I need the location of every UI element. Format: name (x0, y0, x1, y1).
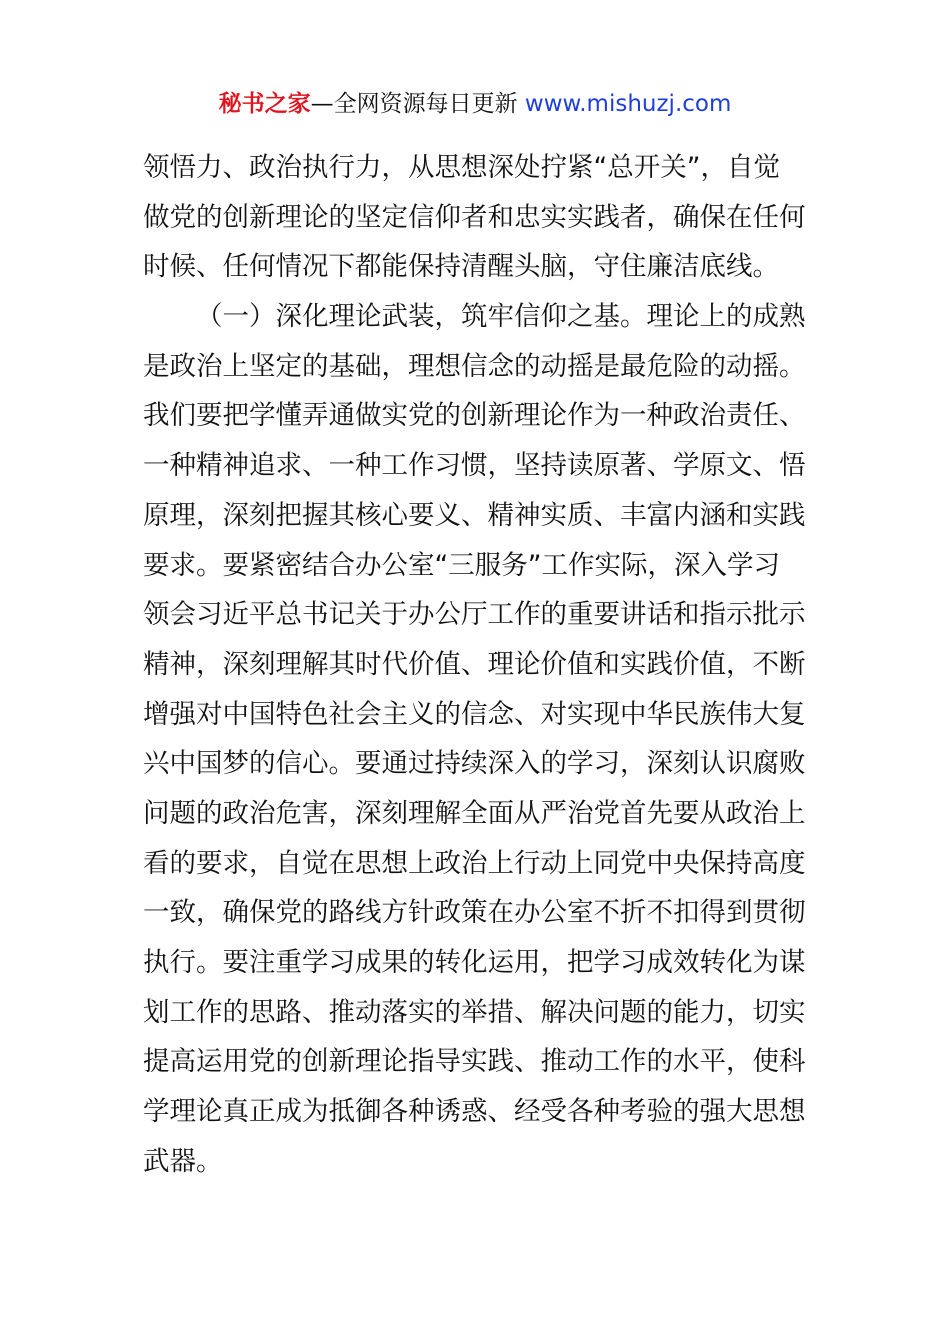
text-line: 划工作的思路、推动落实的举措、解决问题的能力，切实 (143, 996, 806, 1028)
text-line: 一种精神追求、一种工作习惯，坚持读原著、学原文、悟 (143, 450, 806, 482)
text-line: 兴中国梦的信心。要通过持续深入的学习，深刻认识腐败 (143, 748, 806, 780)
text-line: 要求。要紧密结合办公室“三服务”工作实际，深入学习 (143, 549, 780, 581)
text-line: 学理论真正成为抵御各种诱惑、经受各种考验的强大思想 (143, 1096, 806, 1128)
text-line: 武器。 (143, 1145, 223, 1177)
text-line: 增强对中国特色社会主义的信念、对实现中华民族伟大复 (143, 698, 806, 730)
site-header (0, 86, 950, 122)
text-line: 是政治上坚定的基础，理想信念的动摇是最危险的动摇。 (143, 350, 806, 382)
text-line: 看的要求，自觉在思想上政治上行动上同党中央保持高度 (143, 847, 806, 879)
document-body (143, 143, 807, 1186)
text-line: 问题的政治危害，深刻理解全面从严治党首先要从政治上 (143, 797, 806, 829)
text-line: 提高运用党的创新理论指导实践、推动工作的水平，使科 (143, 1046, 806, 1078)
text-line: 我们要把学懂弄通做实党的创新理论作为一种政治责任、 (143, 400, 806, 432)
text-line: 精神，深刻理解其时代价值、理论价值和实践价值，不断 (143, 648, 806, 680)
text-line: 原理，深刻把握其核心要义、精神实质、丰富内涵和实践 (143, 499, 806, 531)
text-line: 领悟力、政治执行力，从思想深处拧紧“总开关”，自觉 (143, 152, 780, 183)
text-line: 一致，确保党的路线方针政策在办公室不折不扣得到贯彻 (143, 897, 806, 929)
site-url-link[interactable]: www.mishuzj.com (524, 91, 732, 117)
text-line: 领会习近平总书记关于办公厅工作的重要讲话和指示批示 (143, 599, 806, 631)
text-line: 时候、任何情况下都能保持清醒头脑，守住廉洁底线。 (143, 251, 779, 283)
site-brand: 秘书之家 (218, 91, 311, 117)
site-tagline: —全网资源每日更新 (310, 91, 525, 117)
text-line: 做党的创新理论的坚定信仰者和忠实实践者，确保在任何 (143, 201, 806, 233)
text-line: 执行。要注重学习成果的转化运用，把学习成效转化为谋 (143, 947, 806, 978)
section-heading-line: （一）深化理论武装，筑牢信仰之基。理论上的成熟 (196, 301, 806, 333)
